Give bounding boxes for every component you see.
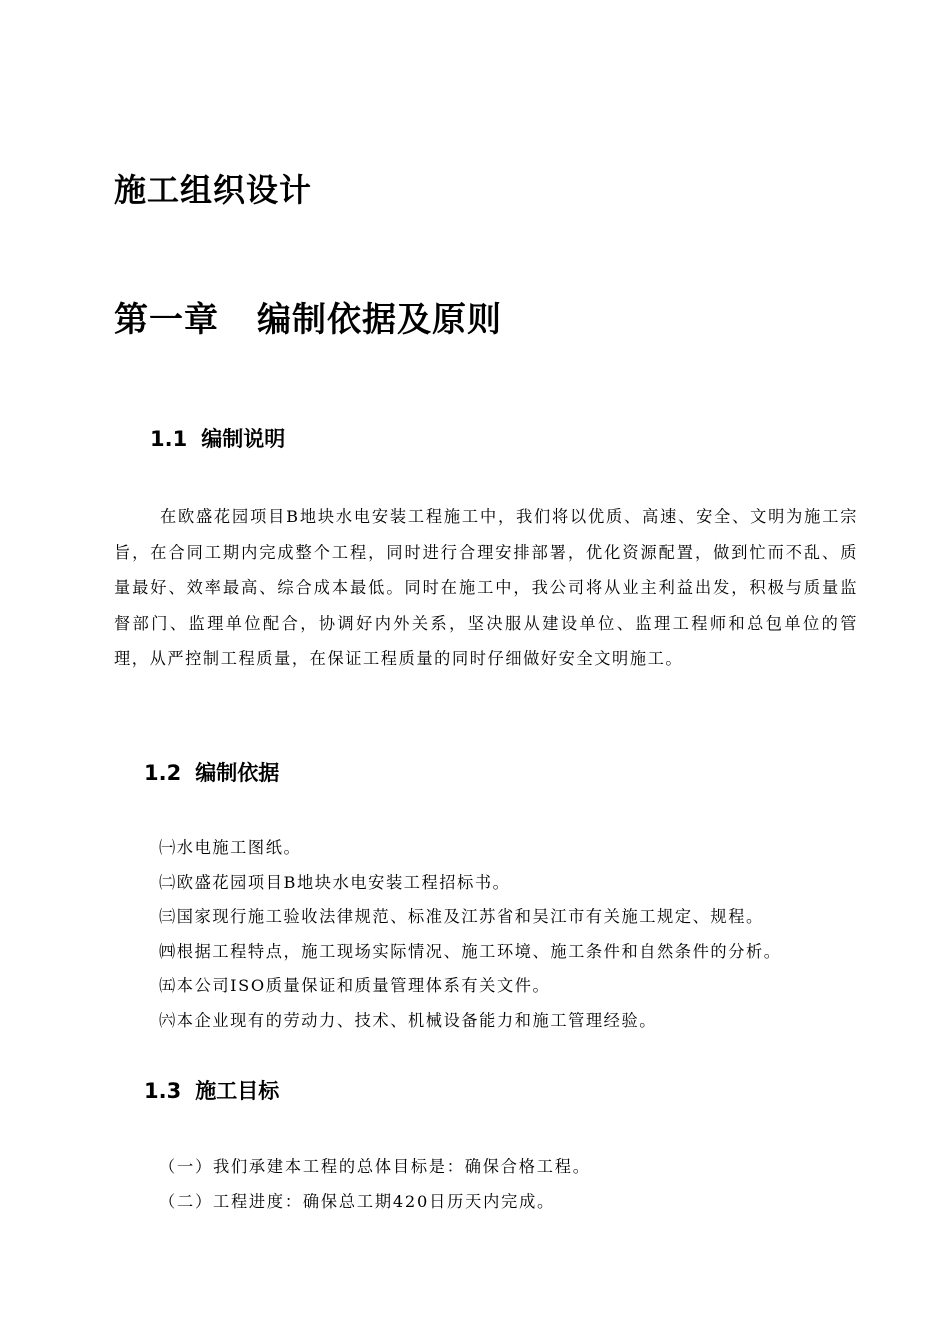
section-title: 施工目标 [195,1079,280,1103]
goals-list [159,1149,591,1219]
list-item: （一）我们承建本工程的总体目标是：确保合格工程。 [159,1157,591,1176]
basis-list [159,831,782,1038]
section-title: 编制说明 [201,427,286,451]
list-item: ㈡欧盛花园项目B地块水电安装工程招标书。 [159,872,511,892]
section-paragraph: 在欧盛花园项目B地块水电安装工程施工中，我们将以优质、高速、安全、文明为施工宗旨，在合同工期内完成整个工程，同时进行合理安排部署，优化资源配置，做到忙而不乱、质量最好、效率最高、综合成本最低。同时在施工中，我公司将从业主利益出发，积极与质量监督部门、监理单位配合，协调好内外关系，坚决服从建设单位、监理工程师和总包单位的管理，从严控制工程质量，在保证工程质量的同时仔细做好安全文明施工。 [114,507,858,668]
chapter-number: 第一章 [114,300,219,340]
section-number: 1.3 [144,1079,182,1103]
list-item: ㈤本公司ISO质量保证和质量管理体系有关文件。 [159,976,551,995]
section-heading-1-3 [144,1075,279,1105]
section-heading-1-2 [144,757,279,787]
document-title: 施工组织设计 [114,171,313,209]
chapter-heading [114,292,502,341]
chapter-title: 编制依据及原则 [257,300,502,340]
list-item: ㈠水电施工图纸。 [159,838,302,857]
list-item: ㈥本企业现有的劳动力、技术、机械设备能力和施工管理经验。 [159,1010,658,1030]
section-heading-1-1 [150,423,285,453]
list-item: （二）工程进度：确保总工期420日历天内完成。 [159,1192,556,1211]
section-number: 1.1 [150,427,188,451]
list-item: ㈣根据工程特点，施工现场实际情况、施工环境、施工条件和自然条件的分析。 [159,941,782,961]
section-title: 编制依据 [195,761,280,785]
list-item: ㈢国家现行施工验收法律规范、标准及江苏省和吴江市有关施工规定、规程。 [159,907,764,926]
section-number: 1.2 [144,761,182,785]
